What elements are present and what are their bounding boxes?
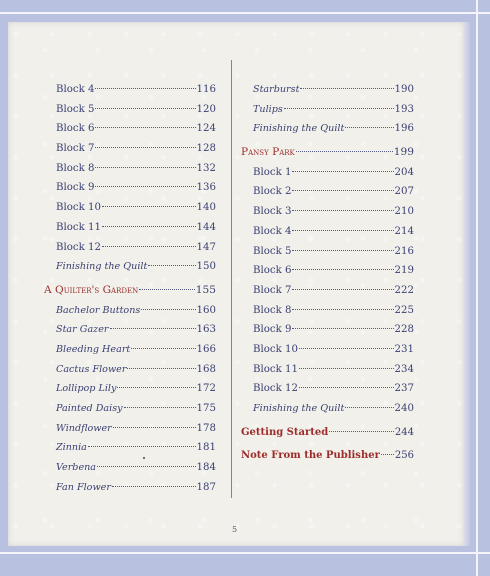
dot-leader xyxy=(299,348,394,349)
toc-entry-page: 155 xyxy=(195,283,216,296)
dot-leader xyxy=(345,407,393,408)
toc-entry xyxy=(44,159,216,179)
toc-entry xyxy=(241,281,414,301)
toc-entry xyxy=(44,281,216,301)
toc-entry-title: Fan Flower xyxy=(56,481,111,493)
toc-entry-title: Getting Started xyxy=(241,426,329,438)
toc-entry-title: Finishing the Quilt xyxy=(56,261,148,273)
toc-entry xyxy=(241,423,414,443)
dot-leader xyxy=(329,431,394,432)
toc-entry-page: 163 xyxy=(196,324,216,336)
dot-leader xyxy=(300,88,393,89)
dot-leader xyxy=(292,309,393,310)
dot-leader xyxy=(88,446,196,447)
toc-entry-page: 204 xyxy=(394,166,414,178)
toc-entry xyxy=(241,182,414,202)
toc-entry xyxy=(241,202,414,222)
toc-entry-page: 207 xyxy=(394,186,414,198)
page-number: 5 xyxy=(232,525,238,534)
toc-entry xyxy=(44,100,216,120)
dot-leader xyxy=(131,348,195,349)
toc-entry-page: 190 xyxy=(394,84,414,95)
toc-entry-title: Block 4 xyxy=(56,84,95,95)
toc-entry xyxy=(241,446,414,466)
toc-entry-page: 166 xyxy=(196,343,216,355)
dot-leader xyxy=(292,328,393,329)
frame-line-top xyxy=(0,12,490,14)
toc-entry-page: 172 xyxy=(196,383,216,395)
toc-entry-title: Bachelor Buttons xyxy=(56,304,141,316)
toc-entry-title: Block 8 xyxy=(253,304,292,316)
dot-leader xyxy=(381,454,394,455)
dot-leader xyxy=(148,265,195,266)
toc-entry-title: Block 8 xyxy=(56,162,95,174)
toc-entry xyxy=(44,360,216,380)
toc-entry-title: Tulips xyxy=(253,103,283,115)
toc-entry-title: Block 5 xyxy=(253,245,292,257)
dot-leader xyxy=(95,147,195,148)
toc-entry-page: 132 xyxy=(196,162,216,174)
toc-entry-title: Painted Daisy xyxy=(56,403,123,414)
dot-leader xyxy=(95,88,195,89)
toc-entry-page: 147 xyxy=(196,241,216,253)
toc-entry-page: 187 xyxy=(196,481,216,493)
toc-entry xyxy=(44,379,216,399)
toc-entry-page: 140 xyxy=(196,202,216,214)
toc-entry-page: 256 xyxy=(394,450,414,462)
toc-left-column xyxy=(44,80,216,497)
toc-entry-page: 175 xyxy=(196,403,216,414)
toc-entry-page: 244 xyxy=(394,426,414,438)
toc-entry-title: Lollipop Lily xyxy=(56,383,117,395)
dot-leader xyxy=(284,108,394,109)
toc-entry xyxy=(44,257,216,277)
toc-entry-page: 181 xyxy=(196,442,216,454)
toc-entry-page: 214 xyxy=(394,225,414,237)
toc-entry xyxy=(44,458,216,478)
toc-entry xyxy=(44,301,216,321)
toc-entry xyxy=(241,320,414,340)
dot-leader xyxy=(296,151,393,152)
dot-leader xyxy=(299,387,394,388)
dot-leader xyxy=(95,167,195,168)
toc-entry-page: 150 xyxy=(196,261,216,273)
toc-entry-title: Finishing the Quilt xyxy=(253,123,345,135)
toc-entry-page: 199 xyxy=(393,146,414,159)
toc-entry xyxy=(44,178,216,198)
toc-entry xyxy=(44,399,216,419)
toc-entry xyxy=(241,222,414,242)
dot-leader xyxy=(141,309,195,310)
dot-leader xyxy=(292,250,393,251)
toc-entry-title: Block 1 xyxy=(253,166,292,178)
dot-leader xyxy=(299,368,394,369)
toc-entry-page: 228 xyxy=(394,324,414,336)
dot-leader xyxy=(292,190,393,191)
toc-entry xyxy=(44,218,216,238)
toc-entry xyxy=(241,301,414,321)
toc-entry-title: Block 11 xyxy=(56,221,101,233)
toc-entry-page: 160 xyxy=(196,304,216,316)
toc-entry-title: Block 6 xyxy=(56,123,95,135)
toc-entry-page: 237 xyxy=(394,383,414,395)
toc-entry-title: Block 7 xyxy=(253,284,292,296)
toc-entry-title: Block 7 xyxy=(56,143,95,155)
toc-entry-title: Block 5 xyxy=(56,103,95,115)
toc-entry xyxy=(241,80,414,100)
toc-entry-page: 231 xyxy=(394,343,414,355)
dot-leader xyxy=(113,427,196,428)
toc-entry-page: 184 xyxy=(196,462,216,474)
toc-entry-title: Block 2 xyxy=(253,186,292,198)
toc-entry-page: 116 xyxy=(196,84,216,95)
toc-entry xyxy=(241,163,414,183)
toc-entry xyxy=(44,438,216,458)
toc-entry xyxy=(44,198,216,218)
toc-entry-page: 219 xyxy=(394,265,414,277)
dot-leader xyxy=(110,328,196,329)
toc-entry xyxy=(241,360,414,380)
toc-entry-page: 210 xyxy=(394,206,414,218)
toc-entry-title: Bleeding Heart xyxy=(56,343,131,355)
toc-entry-page: 240 xyxy=(394,403,414,414)
dot-leader xyxy=(112,486,196,487)
toc-entry xyxy=(44,320,216,340)
toc-entry-page: 136 xyxy=(196,182,216,194)
toc-entry-page: 196 xyxy=(394,123,414,135)
toc-entry-title: Block 4 xyxy=(253,225,292,237)
toc-entry-title: Block 6 xyxy=(253,265,292,277)
toc-entry xyxy=(241,100,414,120)
dot-leader xyxy=(102,226,196,227)
toc-entry-title: Verbena xyxy=(56,462,97,474)
dot-leader xyxy=(292,289,393,290)
dot-leader xyxy=(97,466,196,467)
dot-leader xyxy=(102,206,196,207)
toc-entry xyxy=(241,399,414,419)
dot-leader xyxy=(292,230,393,231)
toc-entry xyxy=(44,238,216,258)
toc-entry xyxy=(44,139,216,159)
toc-entry-page: 168 xyxy=(196,363,216,375)
toc-entry-title: Cactus Flower xyxy=(56,363,127,375)
toc-entry-page: 144 xyxy=(196,221,216,233)
toc-entry xyxy=(241,340,414,360)
dot-leader xyxy=(292,171,393,172)
toc-entry-title: Block 9 xyxy=(253,324,292,336)
toc-entry xyxy=(241,119,414,139)
toc-right-column xyxy=(241,80,414,466)
dot-leader xyxy=(124,407,196,408)
toc-entry-title: Windflower xyxy=(56,422,112,434)
toc-entry xyxy=(44,119,216,139)
toc-entry-page: 216 xyxy=(394,245,414,257)
toc-entry-page: 120 xyxy=(196,103,216,115)
toc-entry xyxy=(44,419,216,439)
toc-entry-title: Block 10 xyxy=(56,202,101,214)
toc-entry-page: 222 xyxy=(394,284,414,296)
toc-entry-page: 193 xyxy=(394,103,414,115)
toc-entry-title: Star Gazer xyxy=(56,324,109,336)
toc-entry-title: Block 10 xyxy=(253,343,298,355)
toc-entry-page: 124 xyxy=(196,123,216,135)
toc-entry-title: Note From the Publisher xyxy=(241,450,380,462)
dot-leader xyxy=(102,246,196,247)
toc-entry xyxy=(241,242,414,262)
toc-entry-page: 128 xyxy=(196,143,216,155)
toc-entry xyxy=(44,478,216,498)
toc-entry xyxy=(241,143,414,163)
toc-entry-title: Block 9 xyxy=(56,182,95,194)
toc-entry-title: Block 12 xyxy=(253,383,298,395)
print-speck xyxy=(143,457,145,459)
dot-leader xyxy=(292,269,393,270)
dot-leader xyxy=(95,186,195,187)
toc-entry xyxy=(44,340,216,360)
dot-leader xyxy=(95,108,195,109)
column-divider xyxy=(231,60,232,498)
toc-entry-title: Starburst xyxy=(253,84,300,95)
toc-entry-title: Block 11 xyxy=(253,363,298,375)
toc-entry-page: 234 xyxy=(394,363,414,375)
dot-leader xyxy=(139,289,195,290)
toc-entry-title: Block 12 xyxy=(56,241,101,253)
dot-leader xyxy=(95,127,195,128)
toc-entry xyxy=(241,379,414,399)
toc-entry-title: Zinnia xyxy=(56,442,87,454)
toc-entry xyxy=(44,80,216,100)
dot-leader xyxy=(292,210,393,211)
toc-entry-title: Pansy Park xyxy=(241,146,295,159)
toc-entry-title: Finishing the Quilt xyxy=(253,403,345,414)
toc-entry xyxy=(241,261,414,281)
page-edge xyxy=(464,22,470,546)
toc-entry-page: 225 xyxy=(394,304,414,316)
toc-entry-title: A Quilter's Garden xyxy=(44,283,139,296)
toc-entry-title: Block 3 xyxy=(253,206,292,218)
dot-leader xyxy=(345,127,393,128)
frame-line-right xyxy=(476,0,478,576)
frame-line-bottom xyxy=(0,552,490,554)
dot-leader xyxy=(127,368,195,369)
dot-leader xyxy=(117,387,195,388)
toc-entry-page: 178 xyxy=(196,422,216,434)
